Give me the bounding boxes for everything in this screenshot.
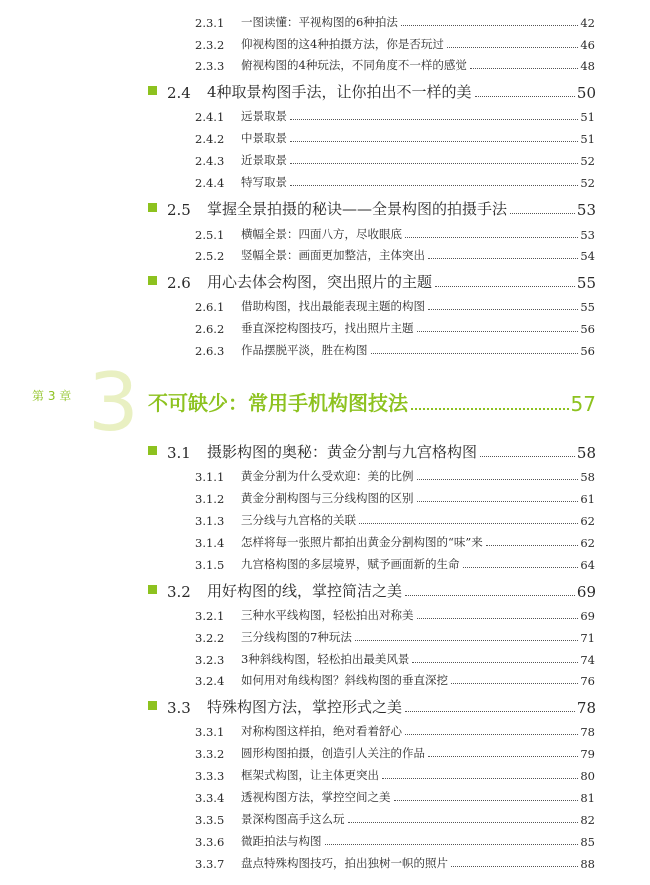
toc-section-2-4[interactable]: 2.4 4种取景构图手法，让你拍出不一样的美 50 — [148, 76, 596, 102]
toc-section-3-1[interactable]: 3.1 摄影构图的奥秘：黄金分割与九宫格构图 58 — [148, 436, 596, 462]
green-square-bullet-icon — [148, 585, 157, 594]
toc-entry-3-3-3[interactable]: 3.3.3 框架式构图，让主体更突出 80 — [195, 768, 595, 783]
toc-entry-3-3-6[interactable]: 3.3.6 微距拍法与构图 85 — [195, 834, 595, 849]
toc-section-3-2[interactable]: 3.2 用好构图的线，掌控简洁之美 69 — [148, 575, 596, 601]
toc-entry-3-2-3[interactable]: 3.2.3 3种斜线构图，轻松拍出最美风景 74 — [195, 652, 595, 667]
toc-entry-3-1-1[interactable]: 3.1.1 黄金分割为什么受欢迎：美的比例 58 — [195, 469, 595, 484]
dot-leader — [451, 683, 578, 684]
toc-entry-3-1-3[interactable]: 3.1.3 三分线与九宫格的关联 62 — [195, 513, 595, 528]
dot-leader — [355, 640, 579, 641]
green-square-bullet-icon — [148, 446, 157, 455]
dot-leader — [470, 68, 579, 69]
toc-entry-2-4-3[interactable]: 2.4.3 近景取景 52 — [195, 153, 595, 168]
green-square-bullet-icon — [148, 203, 157, 212]
dot-leader — [428, 258, 578, 259]
toc-entry-2-5-1[interactable]: 2.5.1 横幅全景：四面八方，尽收眼底 53 — [195, 227, 595, 242]
toc-entry-3-1-2[interactable]: 3.1.2 黄金分割构图与三分线构图的区别 61 — [195, 491, 595, 506]
dot-leader — [447, 47, 579, 48]
dot-leader — [510, 213, 575, 214]
toc-entry-2-6-1[interactable]: 2.6.1 借助构图，找出最能表现主题的构图 55 — [195, 299, 595, 314]
dot-leader — [480, 456, 575, 457]
dot-leader — [290, 119, 578, 120]
toc-entry-3-1-5[interactable]: 3.1.5 九宫格构图的多层境界，赋予画面新的生命 64 — [195, 557, 595, 572]
dot-leader — [475, 96, 575, 97]
toc-entry-2-6-3[interactable]: 2.6.3 作品摆脱平淡，胜在构图 56 — [195, 343, 595, 358]
dot-leader — [435, 286, 575, 287]
chapter-page: 57 — [570, 392, 596, 416]
dot-leader — [401, 25, 579, 26]
toc-section-2-6[interactable]: 2.6 用心去体会构图，突出照片的主题 55 — [148, 266, 596, 292]
dot-leader — [417, 618, 579, 619]
dot-leader — [417, 501, 579, 502]
dot-leader — [417, 479, 579, 480]
toc-entry-3-3-1[interactable]: 3.3.1 对称构图这样拍，绝对看着舒心 78 — [195, 724, 595, 739]
dot-leader — [405, 595, 575, 596]
dot-leader — [428, 756, 578, 757]
toc-entry-2-4-2[interactable]: 2.4.2 中景取景 51 — [195, 131, 595, 146]
dot-leader — [359, 523, 578, 524]
dot-leader — [348, 822, 579, 823]
toc-section-2-5[interactable]: 2.5 掌握全景拍摄的秘诀——全景构图的拍摄手法 53 — [148, 193, 596, 219]
toc-entry-2-4-1[interactable]: 2.4.1 远景取景 51 — [195, 109, 595, 124]
dot-leader — [412, 662, 578, 663]
toc-entry-3-2-1[interactable]: 3.2.1 三种水平线构图，轻松拍出对称美 69 — [195, 608, 595, 623]
toc-entry-2-6-2[interactable]: 2.6.2 垂直深挖构图技巧，找出照片主题 56 — [195, 321, 595, 336]
green-square-bullet-icon — [148, 276, 157, 285]
dot-leader — [451, 866, 578, 867]
toc-entry-3-3-7[interactable]: 3.3.7 盘点特殊构图技巧，拍出独树一帜的照片 88 — [195, 856, 595, 871]
toc-section-3-3[interactable]: 3.3 特殊构图方法，掌控形式之美 78 — [148, 691, 596, 717]
chapter-number-watermark: 3 — [88, 356, 139, 449]
dot-leader — [411, 408, 569, 410]
toc-entry-2-3-3[interactable]: 2.3.3 俯视构图的4种玩法，不同角度不一样的感觉 48 — [195, 58, 595, 73]
toc-entry-2-3-2[interactable]: 2.3.2 仰视构图的这4种拍摄方法，你是否玩过 46 — [195, 37, 595, 52]
dot-leader — [290, 163, 578, 164]
dot-leader — [325, 844, 579, 845]
dot-leader — [371, 353, 579, 354]
dot-leader — [417, 331, 579, 332]
dot-leader — [486, 545, 579, 546]
toc-entry-3-3-4[interactable]: 3.3.4 透视构图方法，掌控空间之美 81 — [195, 790, 595, 805]
toc-entry-2-3-1[interactable]: 2.3.1 一图读懂：平视构图的6种拍法 42 — [195, 15, 595, 30]
toc-entry-2-4-4[interactable]: 2.4.4 特写取景 52 — [195, 175, 595, 190]
green-square-bullet-icon — [148, 86, 157, 95]
toc-entry-3-2-4[interactable]: 3.2.4 如何用对角线构图？斜线构图的垂直深挖 76 — [195, 673, 595, 688]
chapter-title: 不可缺少：常用手机构图技法 — [148, 391, 408, 415]
dot-leader — [463, 567, 579, 568]
dot-leader — [405, 711, 575, 712]
dot-leader — [290, 185, 578, 186]
dot-leader — [382, 778, 578, 779]
toc-entry-2-5-2[interactable]: 2.5.2 竖幅全景：画面更加整洁，主体突出 54 — [195, 248, 595, 263]
green-square-bullet-icon — [148, 701, 157, 710]
dot-leader — [405, 237, 578, 238]
toc-chapter-3[interactable] — [148, 386, 596, 416]
dot-leader — [394, 800, 579, 801]
dot-leader — [405, 734, 578, 735]
toc-entry-3-3-2[interactable]: 3.3.2 圆形构图拍摄，创造引人关注的作品 79 — [195, 746, 595, 761]
dot-leader — [428, 309, 578, 310]
chapter-label: 第 3 章 — [32, 389, 72, 403]
toc-entry-3-1-4[interactable]: 3.1.4 怎样将每一张照片都拍出黄金分割构图的“味”来 62 — [195, 535, 595, 550]
toc-entry-3-2-2[interactable]: 3.2.2 三分线构图的7种玩法 71 — [195, 630, 595, 645]
dot-leader — [290, 141, 578, 142]
toc-entry-3-3-5[interactable]: 3.3.5 景深构图高手这么玩 82 — [195, 812, 595, 827]
